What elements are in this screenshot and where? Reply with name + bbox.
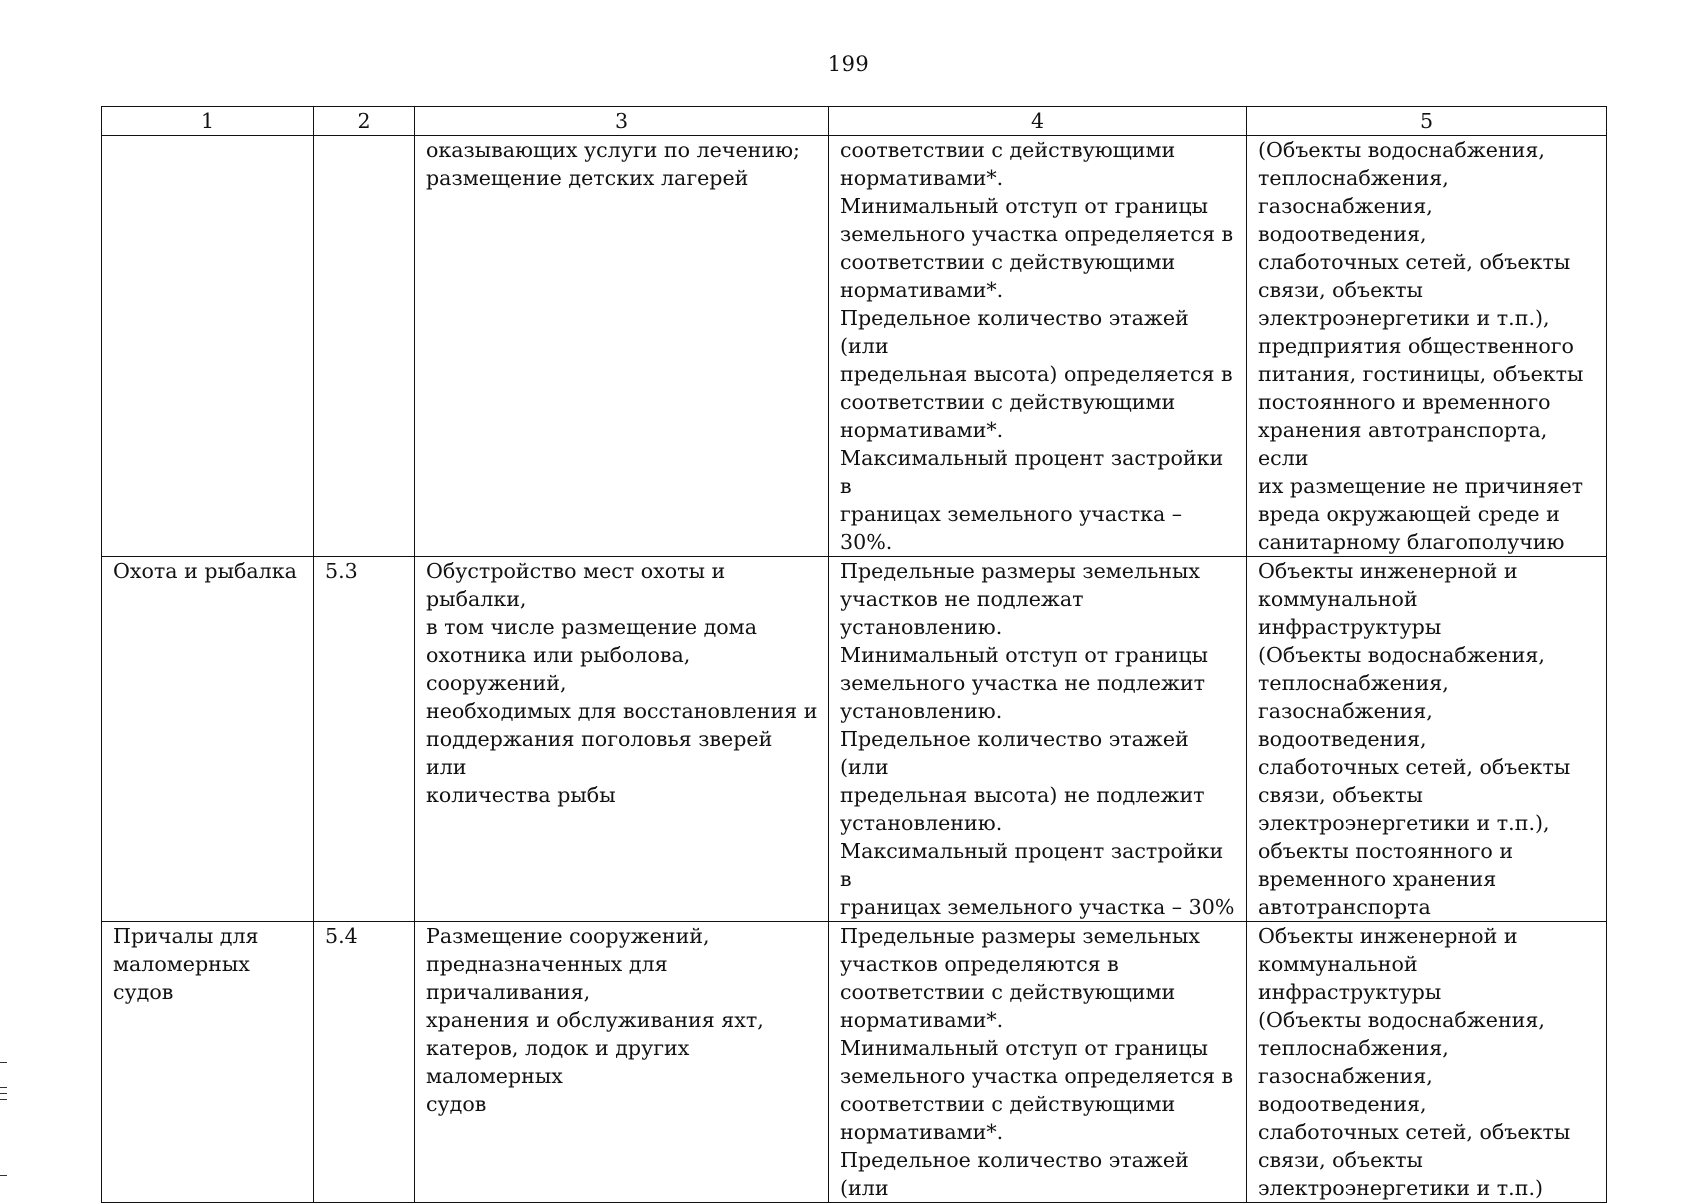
use-description: Размещение сооружений, предназначенных для причаливания, хранения и обслуживания яхт, катеров, лодок и других маломерных судов — [426, 924, 764, 1116]
use-parameters-cell — [829, 557, 1247, 922]
use-name-cell — [102, 922, 314, 1203]
use-name-cell — [102, 136, 314, 557]
column-header-4: 4 — [829, 107, 1247, 136]
use-name-cell — [102, 557, 314, 922]
column-header-3: 3 — [415, 107, 829, 136]
auxiliary-uses-cell — [1247, 136, 1607, 557]
scan-margin-mark — [0, 1087, 7, 1088]
scan-margin-mark — [0, 1099, 7, 1100]
use-description-cell — [415, 922, 829, 1203]
table-row — [102, 136, 1607, 557]
table-row — [102, 557, 1607, 922]
column-header-5: 5 — [1247, 107, 1607, 136]
use-parameters-cell — [829, 136, 1247, 557]
use-code: 5.3 — [325, 559, 358, 583]
use-parameters-cell — [829, 922, 1247, 1203]
use-description-cell — [415, 557, 829, 922]
use-code-cell — [314, 557, 415, 922]
use-code-cell — [314, 922, 415, 1203]
use-description-cell — [415, 136, 829, 557]
column-header-2: 2 — [314, 107, 415, 136]
page-number: 199 — [827, 52, 870, 76]
scan-margin-mark — [0, 1175, 7, 1176]
auxiliary-uses-cell — [1247, 922, 1607, 1203]
column-number-row — [102, 107, 1607, 136]
use-name: Причалы для маломерных судов — [113, 924, 259, 1004]
use-description: Обустройство мест охоты и рыбалки, в том числе размещение дома охотника или рыболова, сооружений, необходимых для восстановления и поддержания поголовья зверей или количества рыбы — [426, 559, 818, 807]
auxiliary-uses: (Объекты водоснабжения, теплоснабжения, газоснабжения, водоотведения, слаботочных сетей, объекты связи, объекты электроэнергетики и т.п.), предприятия общественного питания, гостиницы, объекты постоянного и временного хранения автотранспорта, если их размещение не причиняет вреда окружающей среде и санитарному благополучию — [1258, 138, 1584, 554]
use-description: оказывающих услуги по лечению; размещение детских лагерей — [426, 138, 800, 190]
scan-margin-mark — [0, 1093, 7, 1094]
scan-margin-mark — [0, 1062, 7, 1063]
auxiliary-uses-cell — [1247, 557, 1607, 922]
use-name: Охота и рыбалка — [113, 559, 297, 583]
zoning-table — [101, 106, 1607, 1203]
table-row — [102, 922, 1607, 1203]
use-parameters: соответствии с действующими нормативами*. Минимальный отступ от границы земельного участка определяется в соответствии с действующими нормативами*. Предельное количество этажей (или предельная высота) определяется в соответствии с действующими нормативами*. Максимальный процент застройки в границах земельного участка – 30%. — [840, 138, 1234, 554]
use-parameters: Предельные размеры земельных участков не подлежат установлению. Минимальный отступ от границы земельного участка не подлежит установлению. Предельное количество этажей (или предельная высота) не подлежит установлению. Максимальный процент застройки в границах земельного участка – 30% — [840, 559, 1235, 919]
auxiliary-uses: Объекты инженерной и коммунальной инфраструктуры (Объекты водоснабжения, теплоснабжения, газоснабжения, водоотведения, слаботочных сетей, объекты связи, объекты электроэнергетики и т.п.), объекты постоянного и временного хранения автотранспорта — [1258, 559, 1571, 919]
auxiliary-uses: Объекты инженерной и коммунальной инфраструктуры (Объекты водоснабжения, теплоснабжения, газоснабжения, водоотведения, слаботочных сетей, объекты связи, объекты электроэнергетики и т.п.) — [1258, 924, 1571, 1200]
use-code-cell — [314, 136, 415, 557]
column-header-1: 1 — [102, 107, 314, 136]
use-code: 5.4 — [325, 924, 358, 948]
use-parameters: Предельные размеры земельных участков определяются в соответствии с действующими нормативами*. Минимальный отступ от границы земельного участка определяется в соответствии с действующими нормативами*. Предельное количество этажей (или — [840, 924, 1234, 1200]
